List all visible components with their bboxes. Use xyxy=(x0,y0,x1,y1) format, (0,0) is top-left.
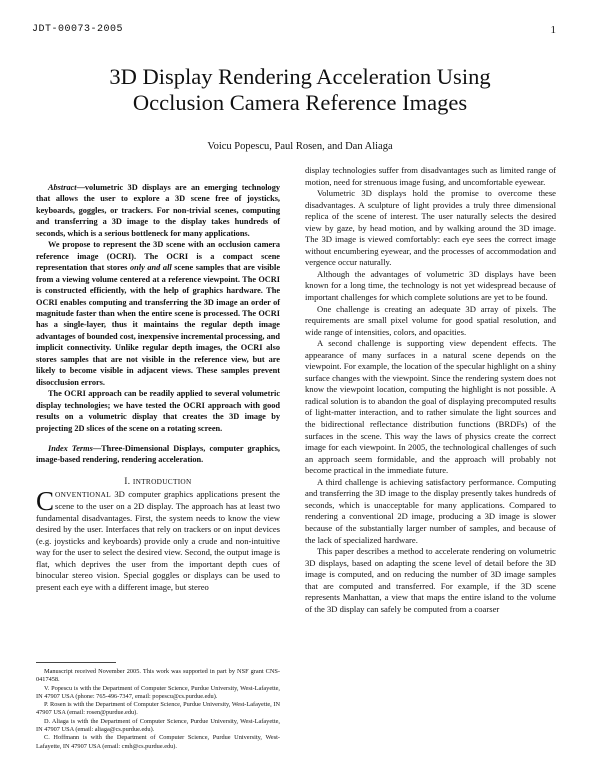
section-heading-introduction: I. INTRODUCTION xyxy=(124,475,192,486)
page-number: 1 xyxy=(550,24,556,36)
paper-title xyxy=(40,64,560,116)
right-paragraph-4: A second challenge is supporting view dependent effects. The appearance of many surfaces in a natural scene depends on the viewpoint. For example, the location of the specular highlight on a shiny surface changes with the viewpoint. Since the rendering system does not know the viewpoint location, computing the highlight is not possible. A radical solution is to abandon the goal of displaying precomputed results of light-matter interaction, and to rather simulate the light sources and the bidirectional reflectance distribution functions (BRDFs) of the surfaces in the scene. This way the laws of physics create the correct image for each viewpoint. In 2005, the technological challenges of such an approach seem formidable, and the approach will probably not become practical in the immediate future. xyxy=(305,338,556,476)
footnote-rule xyxy=(36,662,116,663)
index-terms-label: Index Terms xyxy=(48,443,93,453)
right-paragraph-2: Although the advantages of volumetric 3D displays have been known for a long time, the technology is not yet widespread because of important challenges for which complete solutions are yet to be found. xyxy=(305,268,556,303)
abstract-paragraph-2: We propose to represent the 3D scene with an occlusion camera reference image (OCRI). The OCRI is a compact scene representation that stores only and all scene samples that are visible from a viewing volume centered at a reference viewpoint. The OCRI is constructed efficiently, with the help of graphics hardware. The OCRI enables computing and transferring the 3D image an order of magnitude faster than when the entire scene is processed. The OCRI has a single-layer, thus it maintains the regular depth image advantages of bounded cost, inexpensive incremental processing, and implicit connectivity. Unlike regular depth images, the OCRI also stores samples that are not visible in the reference view, but are likely to become visible in adjacent views. These samples prevent disocclusion errors. xyxy=(36,240,280,387)
introduction xyxy=(36,486,280,593)
footnote-aliaga: D. Aliaga is with the Department of Computer Science, Purdue University, West-Lafayette, IN 47907 USA (email: aliaga@cs.purdue.edu). xyxy=(36,717,280,734)
footnote-hoffmann: C. Hoffmann is with the Department of Computer Science, Purdue University, West-Lafayette, IN 47907 USA (email: cmh@cs.purdue.edu). xyxy=(36,734,280,750)
document-id: JDT-00073-2005 xyxy=(32,24,124,35)
right-paragraph-0: display technologies suffer from disadvantages such as limited range of motion, need for strenuous image fusing, and uncomfortable eyewear. xyxy=(305,165,556,187)
abstract xyxy=(36,182,280,434)
footnotes xyxy=(36,668,280,751)
abstract-paragraph-3: The OCRI approach can be readily applied to several volumetric display technologies; we have tested the OCRI approach with good results on a volumetric display that creates the 3D image by projecting 2D slices of the scene on a rotating screen. xyxy=(36,389,280,433)
left-column xyxy=(36,182,280,594)
abstract-label: Abstract xyxy=(48,183,77,192)
title-line-1: 3D Display Rendering Acceleration Using xyxy=(109,64,491,89)
footnote-manuscript: Manuscript received November 2005. This work was supported in part by NSF grant CNS-0417458. xyxy=(36,668,280,684)
title-line-2: Occlusion Camera Reference Images xyxy=(132,90,468,115)
right-column xyxy=(305,165,556,615)
right-paragraph-3: One challenge is creating an adequate 3D array of pixels. The requirements are small pixel volume for good spatial resolution, and wide range of intensities, colors, and opacities. xyxy=(305,303,556,337)
right-paragraph-5: A third challenge is achieving satisfactory performance. Computing and transferring the 3D image to the display presently takes hundreds of seconds, which is unacceptable for many applications. Compared to rendering a conventional 2D image, producing a 3D image is slower because of the substantially larger number of samples, and because of the lack of specialized hardware. xyxy=(305,476,556,545)
running-header xyxy=(32,24,556,38)
intro-paragraph-1: CONVENTIONAL 3D computer graphics applications present the scene to the user on a 2D display. The approach has at least two fundamental disadvantages. First, the system needs to know the view desired by the user. Interfaces that rely on trackers or on input devices (e.g. joysticks and keyboards) provide only a crude and non-intuitive way for the user to select the desired view. Second, the output image is flat, which deprives the user from the important depth cues of binocular stereo vision. Special goggles or displays can be used to present each eye with a different image, but stereo xyxy=(36,486,280,593)
footnote-rosen: P. Rosen is with the Department of Computer Science, Purdue University, West-Lafayette, IN 47907 USA (email: rosen@purdue.edu). xyxy=(36,701,280,717)
footnote-popescu: V. Popescu is with the Department of Computer Science, Purdue University, West-Lafayette, IN 47907 USA (phone: 765-496-7347, email: popescu@cs.purdue.edu). xyxy=(36,684,280,700)
abstract-paragraph-1: Abstract—volumetric 3D displays are an emerging technology that allows the user to explore a 3D scene free of joysticks, keyboards, goggles, or trackers. For non-trivial scenes, computing and transferring a 3D image to the display takes hundreds of seconds, which is a serious bottleneck for many applications. xyxy=(36,183,280,238)
right-paragraph-6: This paper describes a method to accelerate rendering on volumetric 3D displays, based on adapting the scene level of detail before the 3D image is computed, and on reducing the number of 3D image samples that are computed and transferred. For example, if the 3D scene represents Manhattan, a view that maps the entire island to the volume of the 3D display can safely be computed from a coarser xyxy=(305,546,556,614)
author-list: Voicu Popescu, Paul Rosen, and Dan Aliaga xyxy=(207,141,393,152)
right-paragraph-1: Volumetric 3D displays hold the promise to overcome these disadvantages. A sculpture of light provides a truly three dimensional replica of the scene of interest. The user naturally selects the desired view by gaze, by head motion, and by walking around the 3D image. The 3D image is viewed comfortably: each eye sees the correct image without encumbering eyewear, and the processes of accommodation and vergence occur naturally. xyxy=(305,188,556,268)
drop-cap: C xyxy=(36,486,55,517)
index-terms: Index Terms—Three-Dimensional Displays, computer graphics, image-based rendering, rendering acceleration. xyxy=(36,443,280,465)
